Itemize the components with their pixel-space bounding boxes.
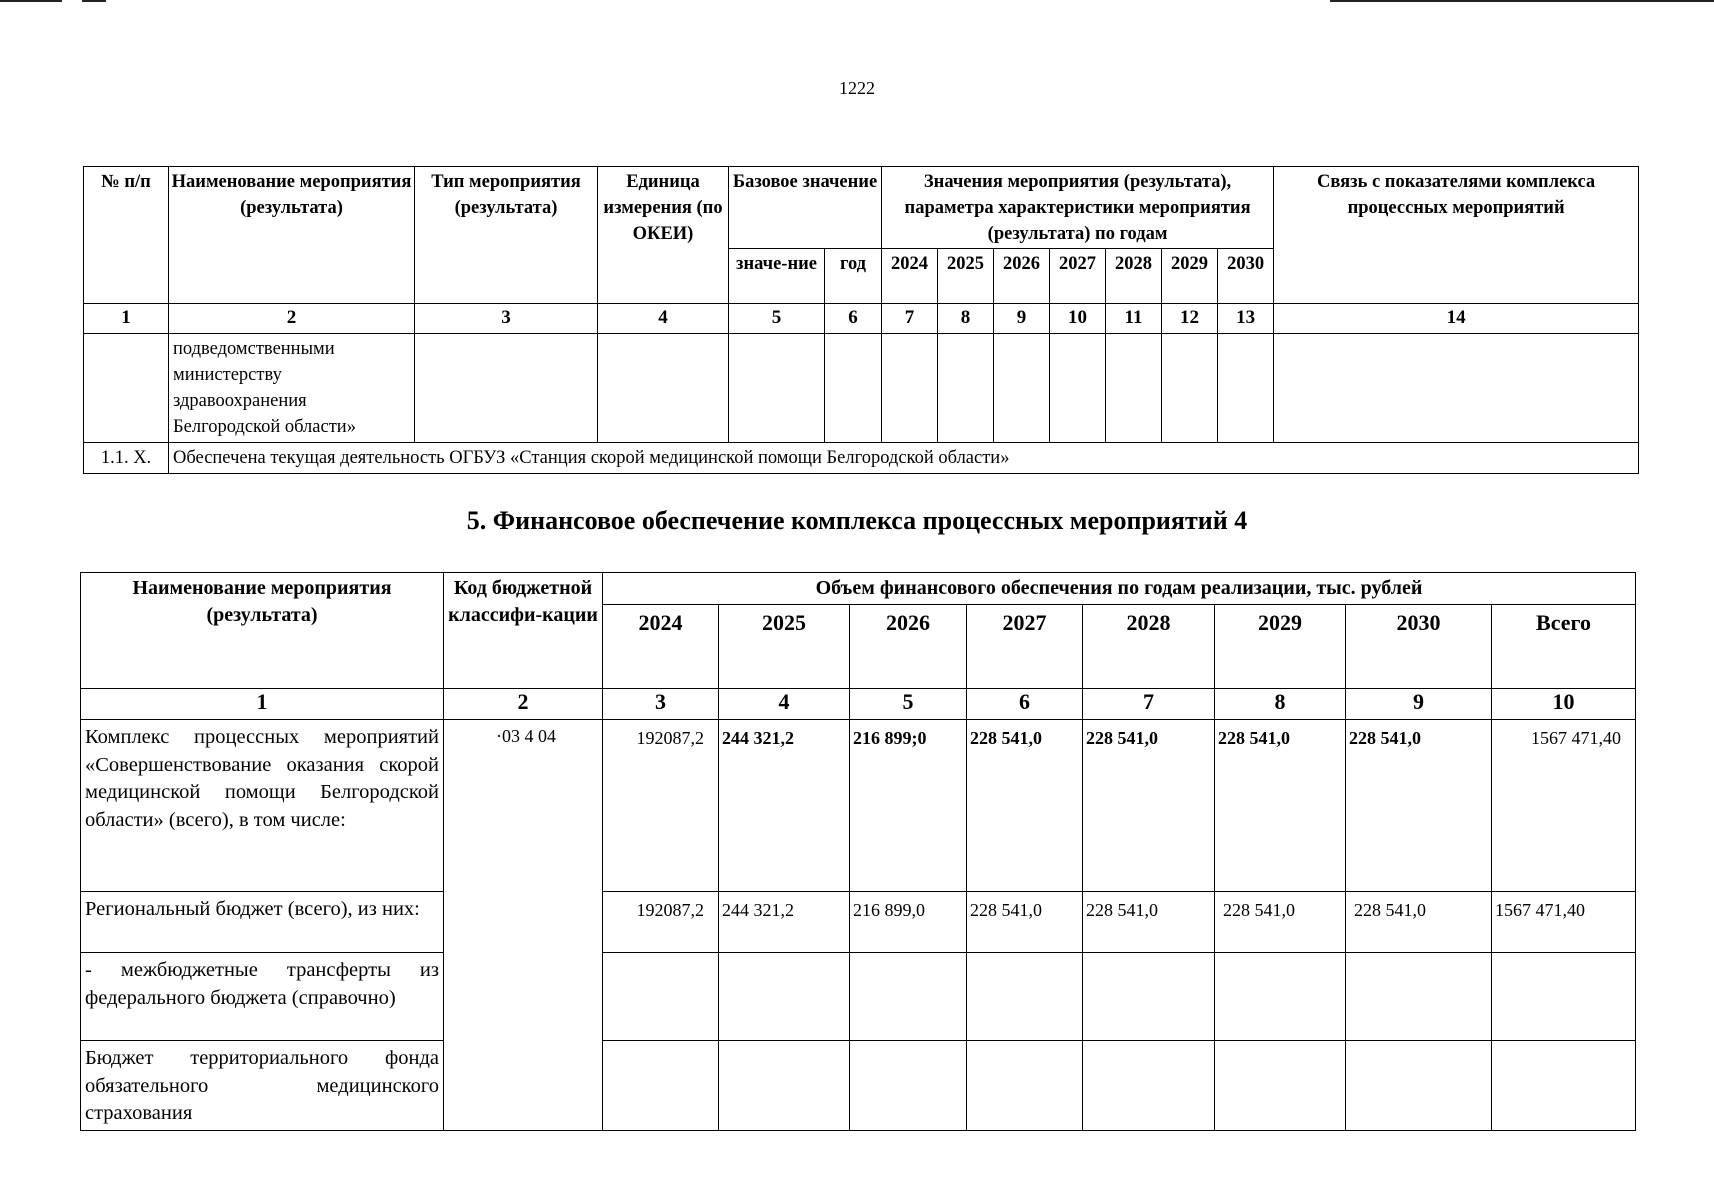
column-number: 2	[169, 304, 415, 334]
header-year: 2027	[1050, 249, 1106, 304]
empty-cell	[1346, 1041, 1492, 1131]
empty-cell	[850, 953, 967, 1041]
empty-cell	[1346, 953, 1492, 1041]
column-number: 6	[825, 304, 882, 334]
column-number: 7	[882, 304, 938, 334]
header-base-value: значе-ние	[729, 249, 825, 304]
column-number: 2	[444, 689, 603, 720]
column-number: 9	[994, 304, 1050, 334]
header-year: 2024	[603, 605, 719, 689]
value-cell: 244 321,2	[719, 892, 850, 953]
empty-cell	[1215, 953, 1346, 1041]
column-number: 8	[1215, 689, 1346, 720]
value-cell-total: 1567 471,40	[1492, 892, 1636, 953]
empty-cell	[598, 334, 729, 443]
header-year: 2029	[1215, 605, 1346, 689]
empty-cell	[1162, 334, 1218, 443]
empty-cell	[603, 1041, 719, 1131]
header-year: 2025	[719, 605, 850, 689]
column-number: 11	[1106, 304, 1162, 334]
row-name: - межбюджетные трансферты из федерального бюджета (справочно)	[81, 953, 444, 1041]
value-cell: 228 541,0	[1083, 720, 1215, 892]
header-budget-code: Код бюджетной классифи-кации	[444, 573, 603, 689]
header-year: 2025	[938, 249, 994, 304]
empty-cell	[84, 334, 169, 443]
header-base-year: год	[825, 249, 882, 304]
column-number: 9	[1346, 689, 1492, 720]
empty-cell	[729, 334, 825, 443]
empty-cell	[1215, 1041, 1346, 1131]
empty-cell	[938, 334, 994, 443]
column-number: 3	[603, 689, 719, 720]
empty-cell	[994, 334, 1050, 443]
empty-cell	[603, 953, 719, 1041]
header-volume: Объем финансового обеспечения по годам реализации, тыс. рублей	[603, 573, 1636, 605]
header-year: 2029	[1162, 249, 1218, 304]
page-number: 1222	[839, 78, 875, 98]
value-cell: 228 541,0	[1346, 892, 1492, 953]
row-id: 1.1. X.	[84, 443, 169, 474]
column-number: 7	[1083, 689, 1215, 720]
column-number: 4	[719, 689, 850, 720]
header-name: Наименование мероприятия (результата)	[81, 573, 444, 689]
empty-cell	[1492, 1041, 1636, 1131]
column-number: 4	[598, 304, 729, 334]
empty-cell	[719, 953, 850, 1041]
value-cell: 228 541,0	[967, 892, 1083, 953]
header-link: Связь с показателями комплекса процессных мероприятий	[1274, 167, 1639, 304]
empty-cell	[882, 334, 938, 443]
row-text: Обеспечена текущая деятельность ОГБУЗ «Станция скорой медицинской помощи Белгородской области»	[169, 443, 1639, 474]
header-year: 2026	[850, 605, 967, 689]
row-name: Комплекс процессных мероприятий «Совершенствование оказания скорой медицинской помощи Белгородской области» (всего), в том числе:	[81, 720, 444, 892]
section-title: 5. Финансовое обеспечение комплекса процессных мероприятий 4	[466, 506, 1248, 535]
empty-cell	[1274, 334, 1639, 443]
value-cell: 228 541,0	[1215, 892, 1346, 953]
column-number: 1	[81, 689, 444, 720]
value-cell: 216 899;0	[850, 720, 967, 892]
scan-top-edge	[0, 0, 1714, 2]
financing-table	[80, 572, 1636, 1131]
value-cell: 228 541,0	[1083, 892, 1215, 953]
column-number: 13	[1218, 304, 1274, 334]
value-cell: 244 321,2	[719, 720, 850, 892]
empty-cell	[850, 1041, 967, 1131]
empty-cell	[967, 953, 1083, 1041]
empty-cell	[825, 334, 882, 443]
empty-cell	[1050, 334, 1106, 443]
empty-cell	[415, 334, 598, 443]
column-number: 10	[1492, 689, 1636, 720]
header-year: 2030	[1218, 249, 1274, 304]
header-values-by-year: Значения мероприятия (результата), параметра характеристики мероприятия (результата) по годам	[882, 167, 1274, 249]
value-cell: 228 541,0	[1346, 720, 1492, 892]
empty-cell	[719, 1041, 850, 1131]
header-type: Тип мероприятия (результата)	[415, 167, 598, 304]
value-cell: 192087,2	[603, 720, 719, 892]
header-n: № п/п	[84, 167, 169, 304]
empty-cell	[1083, 953, 1215, 1041]
row-name: Региональный бюджет (всего), из них:	[81, 892, 444, 953]
header-year: 2030	[1346, 605, 1492, 689]
empty-cell	[1492, 953, 1636, 1041]
value-cell: 216 899,0	[850, 892, 967, 953]
empty-cell	[967, 1041, 1083, 1131]
header-year: 2027	[967, 605, 1083, 689]
header-unit: Единица измерения (по ОКЕИ)	[598, 167, 729, 304]
row-name: Бюджет территориального фонда обязательного медицинского страхования	[81, 1041, 444, 1131]
column-number: 8	[938, 304, 994, 334]
column-number: 6	[967, 689, 1083, 720]
header-year: 2024	[882, 249, 938, 304]
continuation-text: подведомственными министерству здравоохранения Белгородской области»	[169, 334, 415, 443]
column-number: 12	[1162, 304, 1218, 334]
header-name: Наименование мероприятия (результата)	[169, 167, 415, 304]
empty-cell	[1106, 334, 1162, 443]
indicators-table	[83, 166, 1639, 474]
column-number: 5	[850, 689, 967, 720]
header-total: Всего	[1492, 605, 1636, 689]
empty-cell	[1218, 334, 1274, 443]
empty-cell	[1083, 1041, 1215, 1131]
value-cell-total: 1567 471,40	[1492, 720, 1636, 892]
header-year: 2028	[1083, 605, 1215, 689]
budget-code: ·03 4 04	[444, 720, 603, 1131]
header-year: 2028	[1106, 249, 1162, 304]
column-number: 14	[1274, 304, 1639, 334]
column-number: 10	[1050, 304, 1106, 334]
column-number: 5	[729, 304, 825, 334]
value-cell: 192087,2	[603, 892, 719, 953]
value-cell: 228 541,0	[1215, 720, 1346, 892]
column-number: 3	[415, 304, 598, 334]
column-number: 1	[84, 304, 169, 334]
header-year: 2026	[994, 249, 1050, 304]
value-cell: 228 541,0	[967, 720, 1083, 892]
header-base: Базовое значение	[729, 167, 882, 249]
